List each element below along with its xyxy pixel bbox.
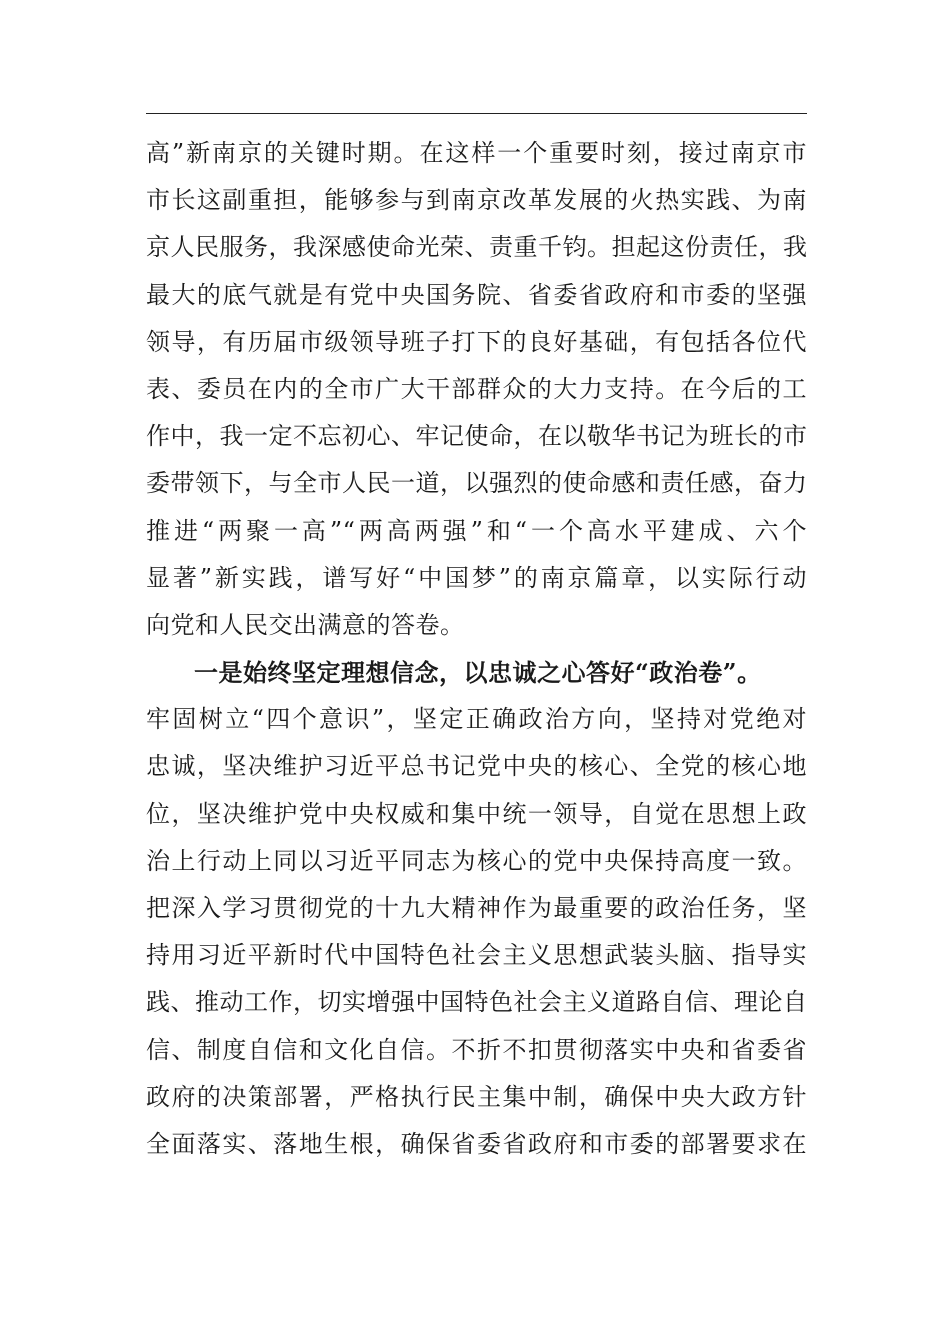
text-line: 持用习近平新时代中国特色社会主义思想武装头脑、指导实 <box>146 941 807 970</box>
text-line: 全面落实、落地生根，确保省委省政府和市委的部署要求在 <box>146 1129 807 1158</box>
header-rule <box>146 113 807 114</box>
text-line: 最大的底气就是有党中央国务院、省委省政府和市委的坚强 <box>146 280 807 309</box>
text-line: 政府的决策部署，严格执行民主集中制，确保中央大政方针 <box>146 1082 807 1111</box>
text-line: 治上行动上同以习近平同志为核心的党中央保持高度一致。 <box>146 846 807 875</box>
text-line: 高”新南京的关键时期。在这样一个重要时刻，接过南京市 <box>146 139 807 167</box>
text-line: 显著”新实践，谱写好“中国梦”的南京篇章，以实际行动 <box>146 563 807 592</box>
text-line: 向党和人民交出满意的答卷。 <box>146 610 465 639</box>
text-line: 领导，有历届市级领导班子打下的良好基础，有包括各位代 <box>146 327 807 356</box>
text-line: 表、委员在内的全市广大干部群众的大力支持。在今后的工 <box>146 374 807 403</box>
text-line: 作中，我一定不忘初心、牢记使命，在以敬华书记为班长的市 <box>146 422 808 451</box>
text-line: 信、制度自信和文化自信。不折不扣贯彻落实中央和省委省 <box>146 1035 807 1064</box>
text-line: 牢固树立“四个意识”，坚定正确政治方向，坚持对党绝对 <box>146 705 807 734</box>
text-line: 市长这副重担，能够参与到南京改革发展的火热实践、为南 <box>146 186 807 215</box>
text-line: 委带领下，与全市人民一道，以强烈的使命感和责任感，奋力 <box>146 469 808 498</box>
text-line: 推进“两聚一高”“两高两强”和“一个高水平建成、六个 <box>146 516 807 545</box>
section-heading: 一是始终坚定理想信念，以忠诚之心答好“政治卷”。 <box>194 658 762 688</box>
body-text <box>146 130 807 1168</box>
text-line: 位，坚决维护党中央权威和集中统一领导，自觉在思想上政 <box>146 799 807 828</box>
text-line: 忠诚，坚决维护习近平总书记党中央的核心、全党的核心地 <box>146 752 807 781</box>
text-line: 把深入学习贯彻党的十九大精神作为最重要的政治任务，坚 <box>146 894 807 922</box>
text-line: 践、推动工作，切实增强中国特色社会主义道路自信、理论自 <box>146 988 808 1017</box>
text-line: 京人民服务，我深感使命光荣、责重千钧。担起这份责任，我 <box>146 233 808 262</box>
